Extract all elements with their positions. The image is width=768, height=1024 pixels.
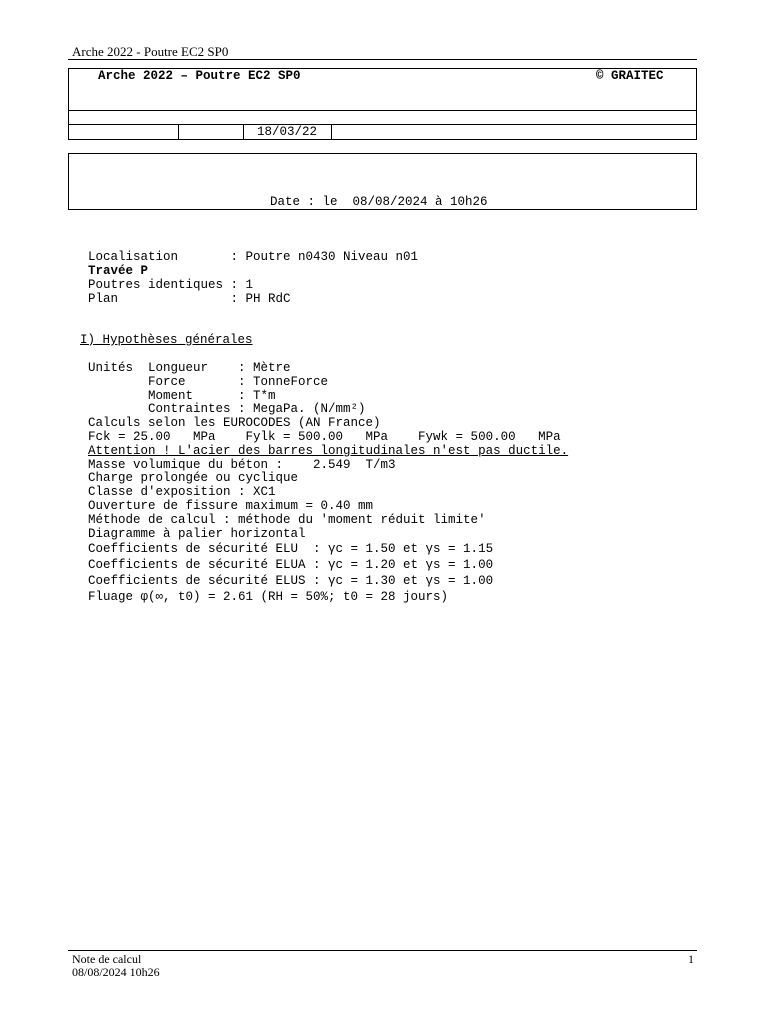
text-line: Moment : T*m <box>88 389 276 403</box>
text-line: Fck = 25.00 MPa Fylk = 500.00 MPa Fywk = 500.00 MPa <box>88 430 561 444</box>
copyright-text: © GRAITEC <box>596 69 664 83</box>
ductility-warning: Attention ! L'acier des barres longitudinales n'est pas ductile. <box>88 444 569 458</box>
text-line: Coefficients de sécurité ELU : γc = 1.50 et γs = 1.15 <box>88 542 494 556</box>
header-rule <box>68 59 697 60</box>
page-number: 1 <box>688 952 694 966</box>
poutres-line: Poutres identiques : 1 <box>88 278 254 292</box>
plan-line: Plan : PH RdC <box>88 292 291 306</box>
localisation-line: Localisation : Poutre n0430 Niveau n01 <box>88 250 419 264</box>
version-date: 18/03/22 <box>257 125 318 139</box>
text-line: Masse volumique du béton : 2.549 T/m3 <box>88 458 396 472</box>
running-header: Arche 2022 - Poutre EC2 SP0 <box>72 44 229 59</box>
text-line: Diagramme à palier horizontal <box>88 527 306 541</box>
travee-line: Travée P <box>88 264 149 278</box>
text-line: Force : TonneForce <box>88 375 329 389</box>
document-title: Arche 2022 – Poutre EC2 SP0 <box>98 69 301 83</box>
section-heading: I) Hypothèses générales <box>80 333 253 347</box>
text-line: Méthode de calcul : méthode du 'moment réduit limite' <box>88 513 486 527</box>
footer-date: 08/08/2024 10h26 <box>72 965 160 979</box>
text-line: Fluage φ(∞, t0) = 2.61 (RH = 50%; t0 = 28 jours) <box>88 590 449 604</box>
text-line: Calculs selon les EUROCODES (AN France) <box>88 416 381 430</box>
text-line: Coefficients de sécurité ELUS : γc = 1.30 et γs = 1.00 <box>88 574 494 588</box>
text-line: Unités Longueur : Mètre <box>88 361 291 375</box>
date-line: Date : le 08/08/2024 à 10h26 <box>270 195 488 209</box>
footer-label: Note de calcul <box>72 952 142 966</box>
footer-rule <box>68 950 697 951</box>
text-line: Classe d'exposition : XC1 <box>88 485 276 499</box>
text-line: Contraintes : MegaPa. (N/mm²) <box>88 402 366 416</box>
text-line: Coefficients de sécurité ELUA : γc = 1.20 et γs = 1.00 <box>88 558 494 572</box>
text-line: Charge prolongée ou cyclique <box>88 471 299 485</box>
text-line: Ouverture de fissure maximum = 0.40 mm <box>88 499 374 513</box>
